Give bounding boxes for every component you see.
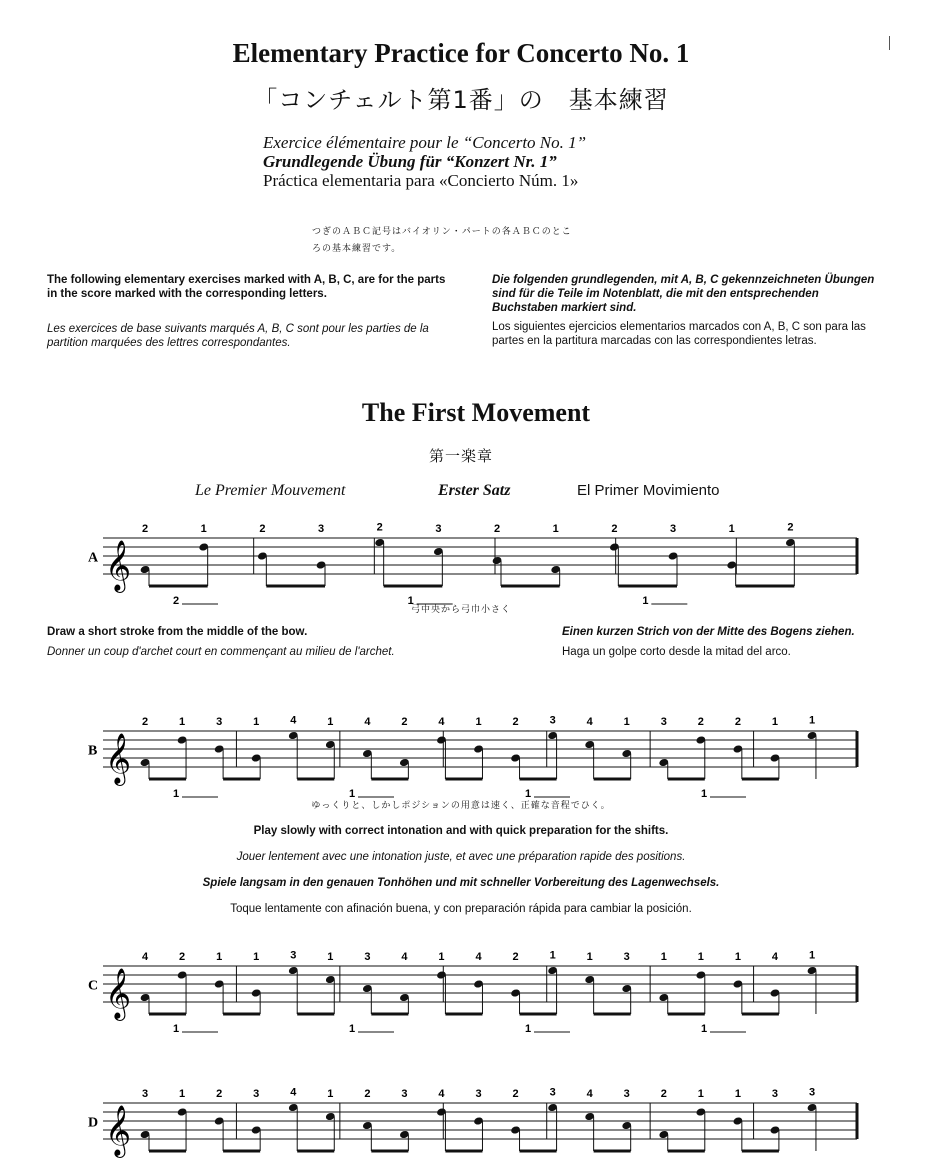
fingering-number: 2: [364, 1088, 371, 1100]
fingering-number: 1: [728, 523, 735, 535]
fingering-number: 3: [364, 951, 371, 963]
fingering-number: 1: [475, 716, 482, 728]
fingering-number: 2: [142, 716, 149, 728]
fingering-below: 1: [525, 1023, 532, 1035]
fingering-number: 2: [401, 716, 408, 728]
fingering-number: 4: [586, 716, 593, 728]
fingering-number: 4: [438, 716, 445, 728]
spanish-subtitle: Práctica elementaria para «Concierto Núm. 1»: [263, 171, 579, 190]
margin-mark: [889, 36, 890, 50]
exercise-a-spanish: Haga un golpe corto desde la mitad del arco.: [562, 646, 791, 658]
fingering-number: 1: [549, 949, 556, 962]
page-title: Elementary Practice for Concerto No. 1: [232, 38, 690, 68]
fingering-number: 4: [364, 716, 371, 728]
fingering-number: 3: [549, 714, 556, 727]
fingering-number: 3: [142, 1088, 149, 1100]
fingering-number: 1: [697, 951, 704, 963]
fingering-below: 1: [525, 788, 532, 800]
intro-japanese-2: ろの基本練習です。: [312, 244, 402, 254]
fingering-below: 1: [349, 788, 356, 800]
fingering-number: 4: [475, 951, 482, 963]
fingering-number: 4: [290, 714, 297, 727]
exercise-a-french: Donner un coup d'archet court en commençant au milieu de l'archet.: [47, 646, 395, 658]
staff-b: [0, 693, 922, 800]
fingering-number: 3: [216, 716, 223, 728]
fingering-number: 1: [660, 951, 667, 963]
fingering-number: 1: [623, 716, 630, 728]
fingering-number: 2: [734, 716, 741, 728]
intro-german: Die folgenden grundlegenden, mit A, B, C gekennzeichneten Übungen sind für die Teile im Notenblatt, die mit den entsprechenden Buchstaben markiert sind.: [492, 274, 875, 314]
staff-d: [0, 1065, 922, 1170]
fingering-number: 1: [438, 951, 445, 963]
exercise-a-japanese: 弓中央から弓巾小さく: [410, 605, 511, 615]
staff-label: C: [88, 978, 99, 994]
fingering-number: 1: [327, 951, 334, 963]
treble-clef-icon: 𝄞: [105, 540, 132, 591]
intro-spanish: Los siguientes ejercicios elementarios marcados con A, B, C son para las partes en la partitura marcadas con las correspondientes letras.: [492, 321, 866, 347]
fingering-number: 3: [401, 1088, 408, 1100]
fingering-number: 1: [552, 523, 559, 535]
exercise-a-english: Draw a short stroke from the middle of the bow.: [47, 626, 308, 638]
fingering-number: 3: [318, 523, 325, 535]
intro-french: Les exercices de base suivants marqués A, B, C sont pour les parties de la partition marquées des lettres correspondantes.: [47, 323, 429, 349]
movement-spanish: El Primer Movimiento: [577, 482, 720, 499]
movement-german: Erster Satz: [438, 482, 511, 499]
intro-japanese-1: つぎのＡＢＣ記号はバイオリン・パートの各ＡＢＣのとこ: [312, 227, 572, 237]
fingering-number: 4: [586, 1088, 593, 1100]
fingering-number: 3: [549, 1086, 556, 1099]
fingering-number: 1: [253, 951, 260, 963]
fingering-number: 1: [327, 716, 334, 728]
fingering-number: 1: [734, 1088, 741, 1100]
fingering-number: 3: [660, 716, 667, 728]
exercise-b-english: Play slowly with correct intonation and with quick preparation for the shifts.: [253, 825, 669, 837]
fingering-number: 4: [438, 1088, 445, 1100]
staff-label: A: [88, 550, 99, 566]
fingering-number: 4: [142, 951, 149, 963]
fingering-number: 1: [327, 1088, 334, 1100]
exercise-b-spanish: Toque lentamente con afinación buena, y con preparación rápida para cambiar la posición.: [230, 903, 692, 915]
fingering-number: 2: [697, 716, 704, 728]
staff-a: [0, 500, 922, 607]
treble-clef-icon: 𝄞: [105, 733, 132, 784]
fingering-number: 2: [611, 523, 618, 535]
fingering-below: 1: [701, 1023, 708, 1035]
fingering-number: 1: [200, 523, 207, 535]
treble-clef-icon: 𝄞: [105, 1105, 132, 1156]
fingering-number: 3: [623, 951, 630, 963]
exercise-b-french: Jouer lentement avec une intonation juste, et avec une préparation rapide des positions.: [236, 851, 686, 863]
french-subtitle: Exercice élémentaire pour le “Concerto No. 1”: [263, 133, 587, 152]
staff-label: B: [88, 743, 98, 759]
fingering-below: 1: [407, 595, 414, 607]
fingering-number: 2: [660, 1088, 667, 1100]
fingering-number: 4: [771, 951, 779, 963]
exercise-b-japanese: ゆっくりと、しかしポジションの用意は速く、正確な音程でひく。: [311, 801, 611, 811]
fingering-number: 2: [376, 521, 383, 534]
fingering-number: 2: [494, 523, 501, 535]
fingering-number: 1: [808, 714, 816, 727]
fingering-number: 2: [787, 521, 794, 534]
fingering-number: 2: [179, 951, 186, 963]
movement-title: The First Movement: [361, 398, 591, 427]
fingering-number: 4: [401, 951, 408, 963]
fingering-number: 3: [435, 523, 442, 535]
japanese-title: 「コンチェルト第1番」の 基本練習: [253, 86, 669, 114]
fingering-number: 4: [290, 1086, 297, 1099]
movement-french: Le Premier Mouvement: [195, 482, 346, 499]
german-subtitle: Grundlegende Übung für “Konzert Nr. 1”: [263, 152, 557, 171]
fingering-number: 1: [179, 716, 186, 728]
fingering-below: 2: [173, 595, 180, 607]
staff-c: [0, 928, 922, 1038]
fingering-number: 3: [670, 523, 677, 535]
movement-japanese: 第一楽章: [428, 447, 493, 465]
fingering-number: 2: [512, 951, 519, 963]
fingering-number: 1: [586, 951, 593, 963]
staff-label: D: [88, 1115, 99, 1131]
fingering-number: 2: [216, 1088, 223, 1100]
fingering-number: 2: [512, 716, 519, 728]
fingering-number: 3: [771, 1088, 779, 1100]
fingering-number: 2: [259, 523, 266, 535]
fingering-number: 3: [808, 1086, 816, 1099]
fingering-number: 1: [179, 1088, 186, 1100]
fingering-number: 2: [142, 523, 149, 535]
fingering-number: 1: [697, 1088, 704, 1100]
fingering-number: 2: [512, 1088, 519, 1100]
fingering-number: 3: [623, 1088, 630, 1100]
fingering-number: 3: [290, 949, 297, 962]
fingering-number: 3: [253, 1088, 260, 1100]
intro-english: The following elementary exercises marked with A, B, C, are for the parts in the score marked with the corresponding letters.: [47, 274, 446, 300]
fingering-below: 1: [701, 788, 708, 800]
fingering-number: 1: [808, 949, 816, 962]
fingering-below: 1: [173, 1023, 180, 1035]
fingering-number: 1: [253, 716, 260, 728]
fingering-below: 1: [642, 595, 649, 607]
fingering-below: 1: [349, 1023, 356, 1035]
exercise-a-german: Einen kurzen Strich von der Mitte des Bogens ziehen.: [562, 626, 855, 638]
fingering-number: 1: [734, 951, 741, 963]
fingering-number: 1: [216, 951, 223, 963]
fingering-number: 1: [771, 716, 779, 728]
treble-clef-icon: 𝄞: [105, 968, 132, 1019]
fingering-below: 1: [173, 788, 180, 800]
fingering-number: 3: [475, 1088, 482, 1100]
exercise-b-german: Spiele langsam in den genauen Tonhöhen und mit schneller Vorbereitung des Lagenwechsels.: [202, 877, 720, 889]
